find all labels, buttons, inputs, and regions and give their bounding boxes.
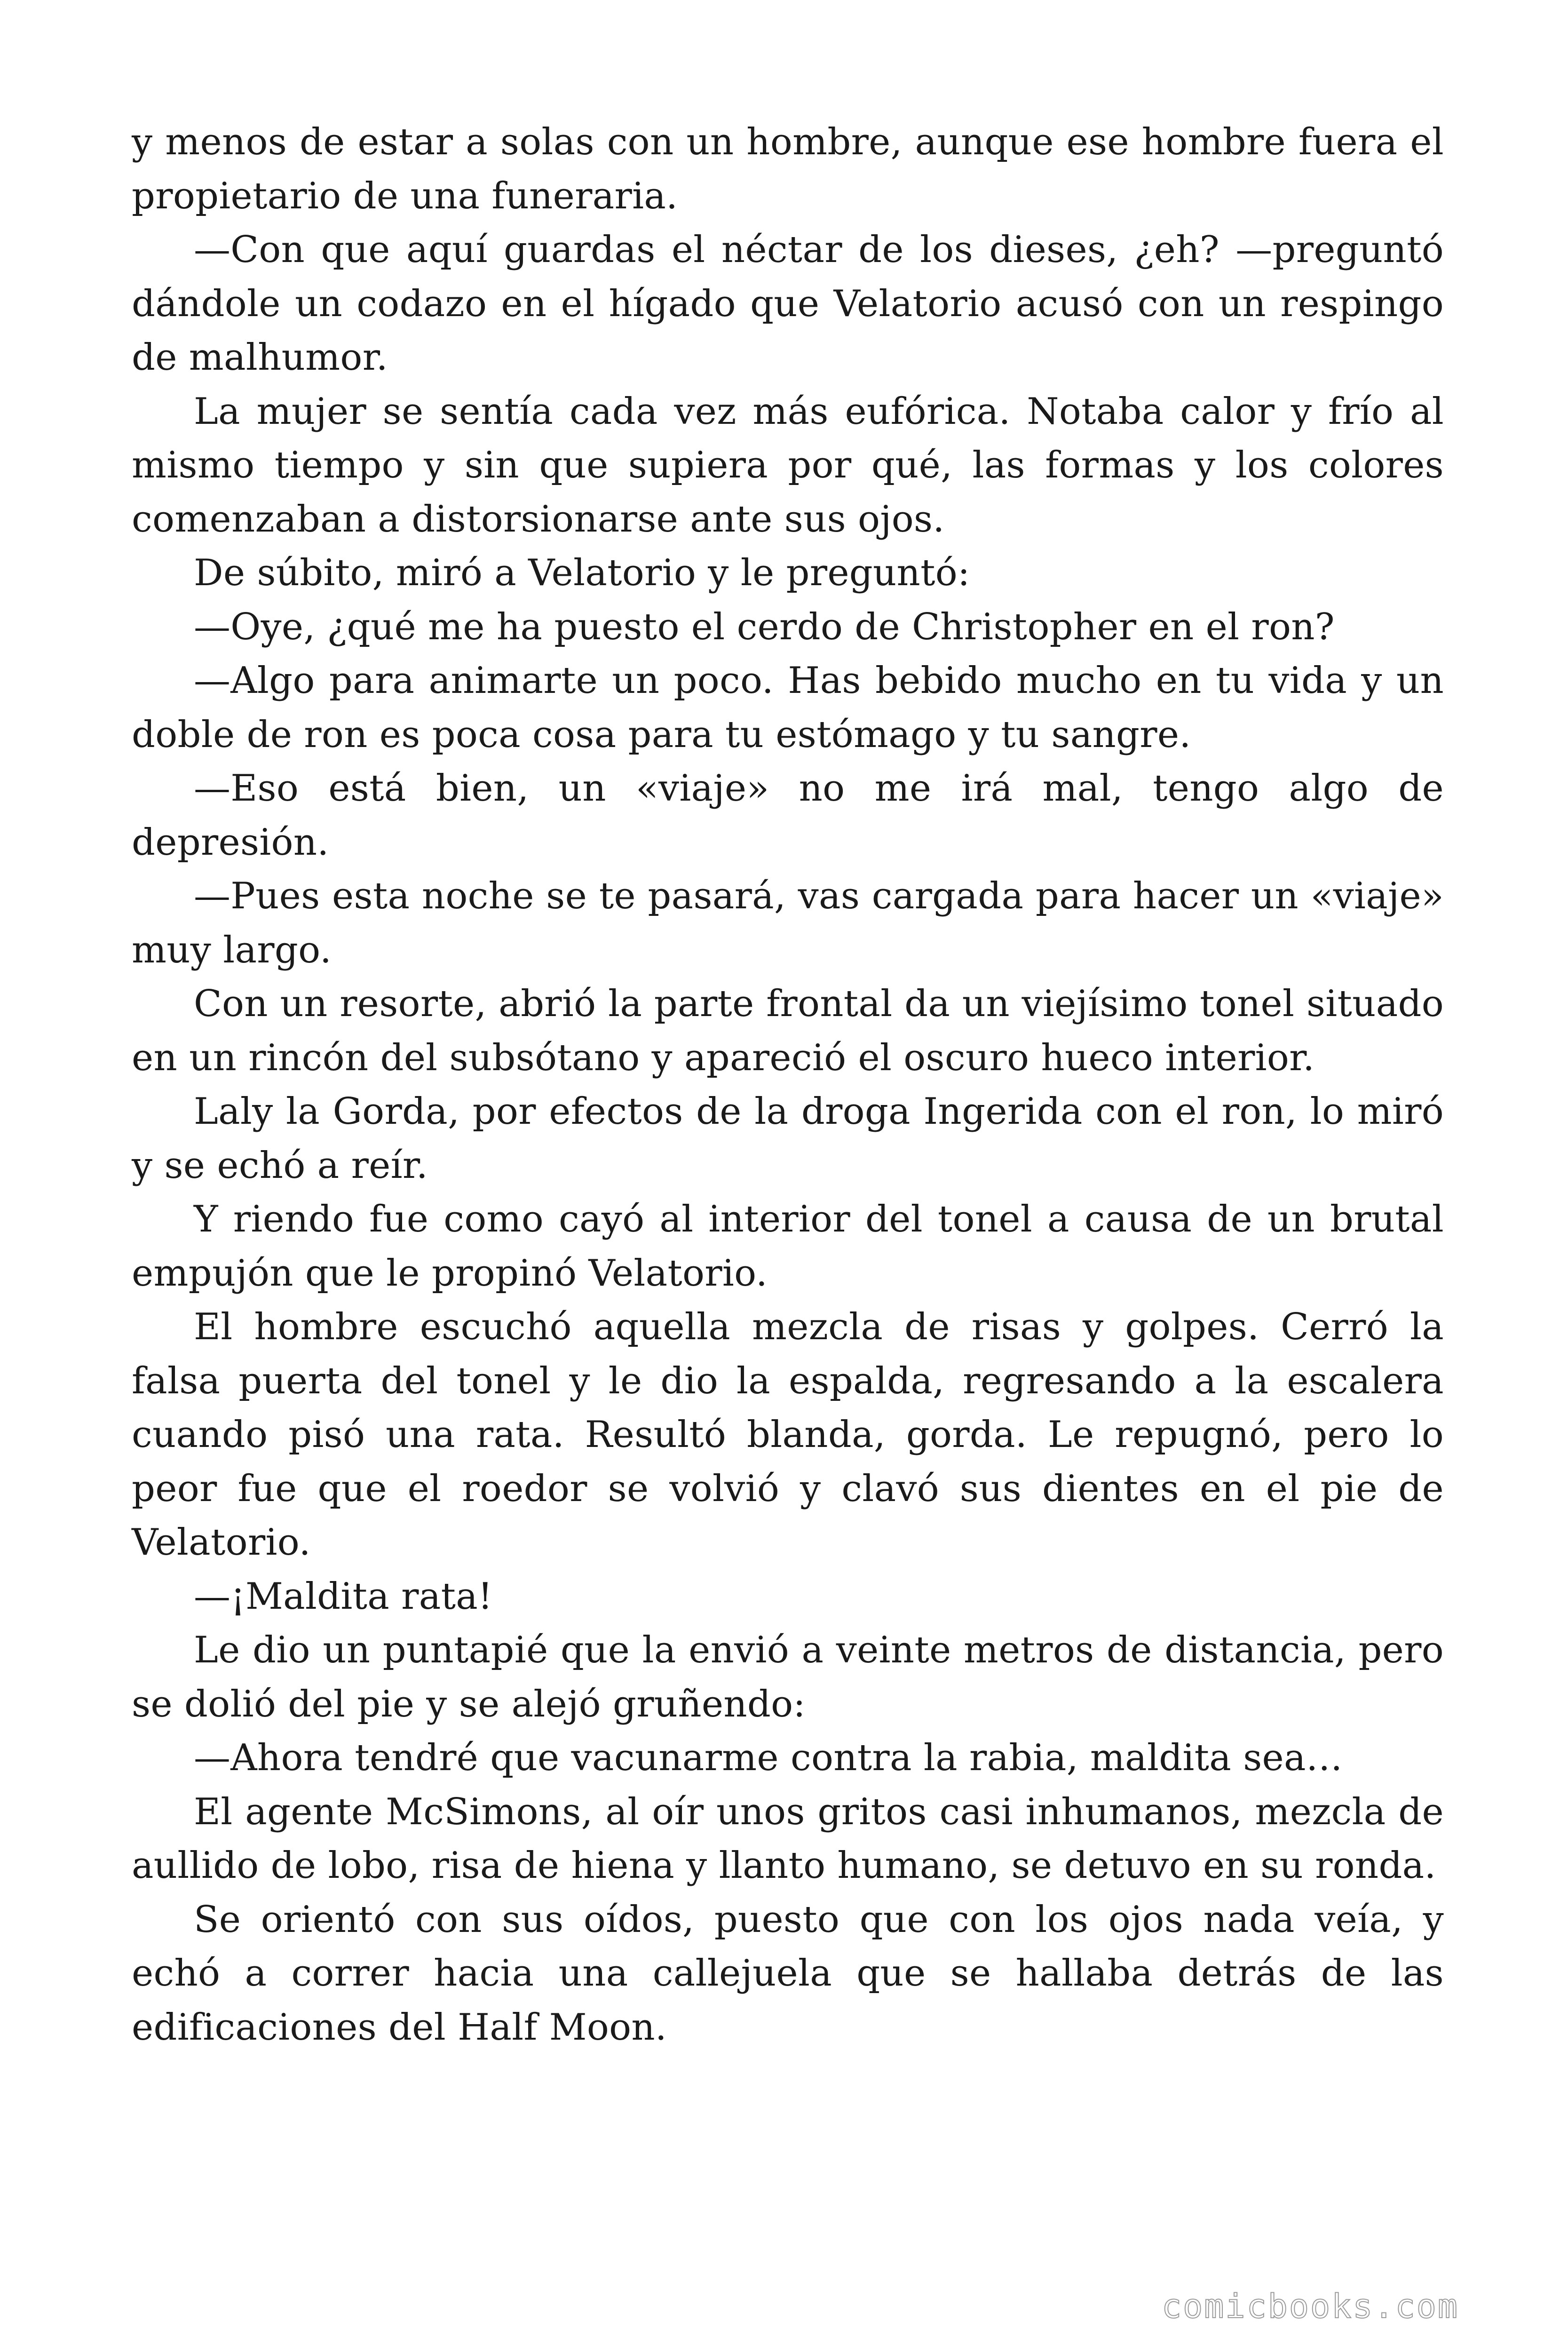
paragraph: —Eso está bien, un «viaje» no me irá mal, tengo algo de depresión.: [132, 767, 1444, 864]
paragraph: —Algo para animarte un poco. Has bebido mucho en tu vida y un doble de ron es poca cosa para tu estómago y tu sangre.: [132, 660, 1444, 756]
paragraph: —Ahora tendré que vacunarme contra la rabia, maldita sea…: [194, 1737, 1343, 1779]
paragraph: y menos de estar a solas con un hombre, aunque ese hombre fuera el propietario de una funeraria.: [132, 121, 1444, 217]
paragraph: —Pues esta noche se te pasará, vas cargada para hacer un «viaje» muy largo.: [132, 875, 1444, 971]
paragraph: —Oye, ¿qué me ha puesto el cerdo de Christopher en el ron?: [194, 605, 1335, 648]
paragraph: La mujer se sentía cada vez más eufórica. Notaba calor y frío al mismo tiempo y sin que supiera por qué, las formas y los colores comenzaban a distorsionarse ante sus ojos.: [132, 390, 1444, 540]
paragraph: Con un resorte, abrió la parte frontal da un viejísimo tonel situado en un rincón del subsótano y apareció el oscuro hueco interior.: [132, 983, 1444, 1079]
paragraph: El agente McSimons, al oír unos gritos casi inhumanos, mezcla de aullido de lobo, risa de hiena y llanto humano, se detuvo en su ronda.: [132, 1790, 1444, 1887]
paragraph: Y riendo fue como cayó al interior del tonel a causa de un brutal empujón que le propinó Velatorio.: [132, 1198, 1444, 1295]
paragraph: Se orientó con sus oídos, puesto que con los ojos nada veía, y echó a correr hacia una callejuela que se hallaba detrás de las edificaciones del Half Moon.: [132, 1898, 1444, 2049]
paragraph: El hombre escuchó aquella mezcla de risas y golpes. Cerró la falsa puerta del tonel y le dio la espalda, regresando a la escalera cuando pisó una rata. Resultó blanda, gorda. Le repugnó, pero lo peor fue que el roedor se volvió y clavó sus dientes en el pie de Velatorio.: [132, 1306, 1444, 1564]
paragraph: —Con que aquí guardas el néctar de los dieses, ¿eh? —preguntó dándole un codazo en el hígado que Velatorio acusó con un respingo de malhumor.: [132, 229, 1444, 379]
page-body: [132, 115, 1444, 2054]
paragraph: De súbito, miró a Velatorio y le preguntó:: [194, 552, 970, 594]
paragraph: Le dio un puntapié que la envió a veinte metros de distancia, pero se dolió del pie y se alejó gruñendo:: [132, 1629, 1444, 1725]
watermark: comicbooks.com: [1162, 2287, 1459, 2326]
paragraph: —¡Maldita rata!: [194, 1575, 493, 1618]
paragraph: Laly la Gorda, por efectos de la droga Ingerida con el ron, lo miró y se echó a reír.: [132, 1090, 1444, 1187]
